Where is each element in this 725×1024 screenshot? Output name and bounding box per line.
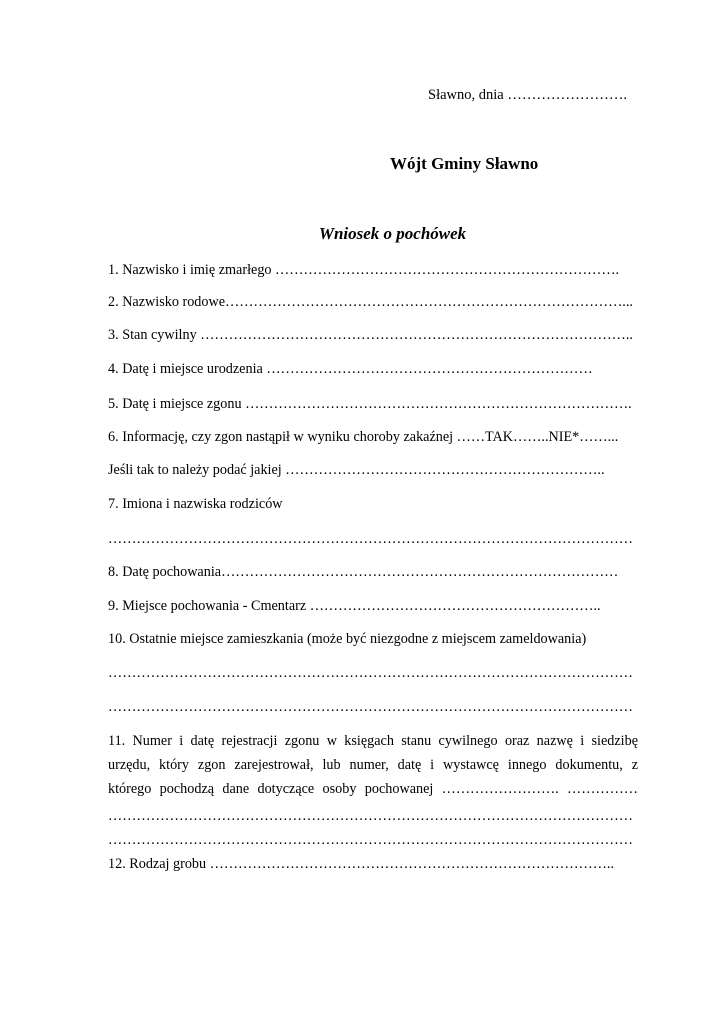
registration-line-3: którego pochodzą dane dotyczące osoby pochowanej ……………………. …………… [108, 781, 638, 797]
form-title: Wniosek o pochówek [318, 224, 467, 243]
field-death-registration [108, 729, 638, 801]
field-deceased-name: 1. Nazwisko i imię zmarłego ………………………………………………………………. [108, 262, 620, 278]
registration-line-2: urzędu, który zgon zarejestrował, lub numer, datę i wystawcę innego dokumentu, z [108, 757, 638, 773]
field-burial-date: 8. Datę pochowania………………………………………………………………………… [108, 564, 619, 580]
field-last-residence-label: 10. Ostatnie miejsce zamieszkania (może być niezgodne z miejscem zameldowania) [108, 631, 587, 647]
field-family-name: 2. Nazwisko rodowe…………………………………………………………………………... [108, 294, 633, 310]
field-death-date-place: 5. Datę i miejsce zgonu ………………………………………………………………………. [108, 396, 632, 412]
field-burial-place: 9. Miejsce pochowania - Cmentarz …………………………………………………….. [108, 598, 601, 614]
registration-line-1: 11. Numer i datę rejestracji zgonu w księgach stanu cywilnego oraz nazwę i siedzibę [108, 733, 638, 749]
field-parents-label: 7. Imiona i nazwiska rodziców [108, 496, 283, 512]
registration-blank-2: ………………………………………………………………………………………………… [108, 832, 633, 848]
field-disease-name: Jeśli tak to należy podać jakiej ………………………………………………………….. [108, 462, 605, 478]
registration-blank-1: ………………………………………………………………………………………………… [108, 808, 633, 824]
field-marital-status: 3. Stan cywilny ……………………………………………………………………………….. [108, 327, 633, 343]
field-last-residence-blank-2: ………………………………………………………………………………………………… [108, 699, 633, 715]
addressee-authority: Wójt Gminy Sławno [390, 154, 539, 173]
field-grave-type: 12. Rodzaj grobu ………………………………………………………………………….. [108, 856, 615, 872]
field-infectious-disease: 6. Informację, czy zgon nastąpił w wyniku choroby zakaźnej ……TAK……..NIE*……... [108, 429, 619, 445]
field-birth-date-place: 4. Datę i miejsce urodzenia …………………………………………………………… [108, 361, 593, 377]
field-parents-blank: ………………………………………………………………………………………………… [108, 531, 633, 547]
field-last-residence-blank-1: ………………………………………………………………………………………………… [108, 665, 633, 681]
place-date-line: Sławno, dnia ……………………. [428, 87, 627, 103]
